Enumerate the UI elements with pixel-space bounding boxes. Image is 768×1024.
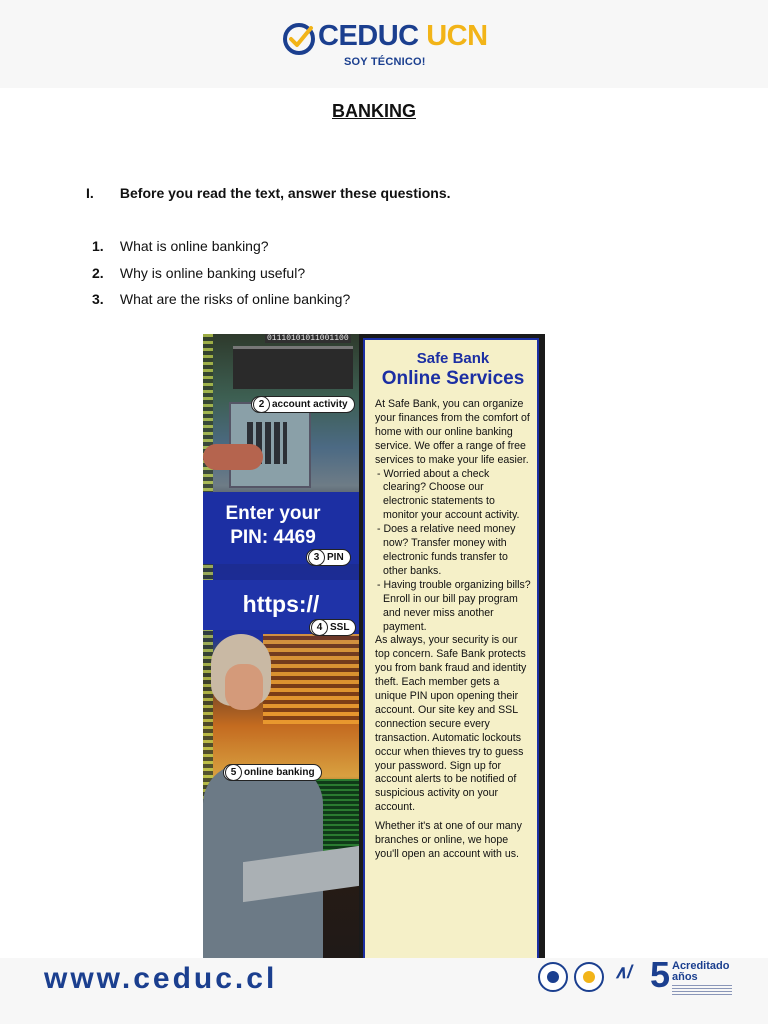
accreditation-word: Acreditado <box>672 960 730 972</box>
callout-label: account activity <box>272 399 348 410</box>
logo-ucn: UCN <box>426 20 488 52</box>
callout-number: 2 <box>253 396 270 413</box>
section-heading <box>86 185 451 201</box>
question-text: Why is online banking useful? <box>119 264 306 281</box>
question-number: 3. <box>92 291 104 307</box>
list-item <box>92 291 350 318</box>
binary-text: 01110101011001100 <box>267 334 349 343</box>
pin-line-1: Enter your <box>225 503 321 524</box>
pin-text <box>203 502 343 550</box>
logo-tagline: SOY TÉCNICO! <box>344 56 426 68</box>
callout-label: PIN <box>327 552 344 563</box>
pin-line-2: PIN: 4469 <box>230 527 316 548</box>
list-item <box>92 265 350 292</box>
collage-photo <box>203 334 359 966</box>
laptop-image <box>233 346 353 389</box>
safe-bank-figure <box>203 334 545 966</box>
closing-paragraph: Whether it's at one of our many branches or online, we hope you'll open an account with us. <box>375 820 522 860</box>
question-number: 1. <box>92 238 104 254</box>
page-title: BANKING <box>332 101 416 121</box>
safe-bank-heading: Safe Bank <box>416 350 490 367</box>
https-text: https:// <box>242 591 320 617</box>
callout-number: 3 <box>308 549 325 566</box>
bullet-statements: - Worried about a check clearing? Choose our electronic statements to monitor your account activity. <box>377 467 520 522</box>
callout-account-activity <box>251 396 355 413</box>
section-numeral: I. <box>86 185 94 201</box>
question-list <box>92 238 350 318</box>
callout-number: 4 <box>311 619 328 636</box>
bullet-bill-pay: - Having trouble organizing bills? Enroll in our bill pay program and never miss another payment. <box>377 578 531 633</box>
logo-wordmark <box>318 20 488 53</box>
question-text: What are the risks of online banking? <box>119 291 351 307</box>
seal-center <box>583 971 595 983</box>
callout-label: online banking <box>244 767 315 778</box>
accreditation-years: 5 <box>650 954 671 995</box>
question-number: 2. <box>92 264 104 281</box>
website-url[interactable]: www.ceduc.cl <box>44 962 278 995</box>
question-text: What is online banking? <box>119 238 269 254</box>
safe-bank-text-column <box>363 338 539 962</box>
safe-bank-body <box>375 398 531 862</box>
online-services-heading: Online Services <box>381 368 525 389</box>
callout-label: SSL <box>330 622 350 633</box>
section-instruction: Before you read the text, answer these questions. <box>119 185 451 201</box>
accreditation-label <box>672 961 729 983</box>
callout-ssl <box>309 619 356 636</box>
security-paragraph: As always, your security is our top concern. Safe Bank protects you from bank fraud and identity theft. Each member gets a unique PIN upon opening their account. Our site key and SSL connection secure every transaction. Automatic lockouts occur when thieves try to guess your password. Sign up for account alerts to be notified of suspicious activity on your account. <box>375 634 527 814</box>
accreditation-fineprint <box>672 985 732 995</box>
university-seal-icon <box>538 962 568 992</box>
callout-pin <box>306 549 351 566</box>
cna-logo-icon: ∧/ <box>614 962 633 982</box>
woman-face-image <box>225 664 263 710</box>
intro-paragraph: At Safe Bank, you can organize your finances from the comfort of home with our online banking service. We offer a range of free services to make your life easier. <box>375 398 530 466</box>
callout-number: 5 <box>225 764 242 781</box>
seal-center <box>547 971 559 983</box>
bullet-transfer: - Does a relative need money now? Transfer money with electronic funds transfer to other banks. <box>377 523 516 577</box>
hand-image <box>203 444 263 470</box>
accreditation-unit: años <box>672 971 698 983</box>
logo-ceduc: CEDUC <box>318 20 419 52</box>
ceduc-ucn-logo <box>282 20 492 74</box>
city-image <box>263 634 359 724</box>
check-circle-icon <box>282 22 316 56</box>
sgs-check-icon <box>574 962 604 992</box>
list-item <box>92 238 350 265</box>
callout-online-banking <box>223 764 322 781</box>
